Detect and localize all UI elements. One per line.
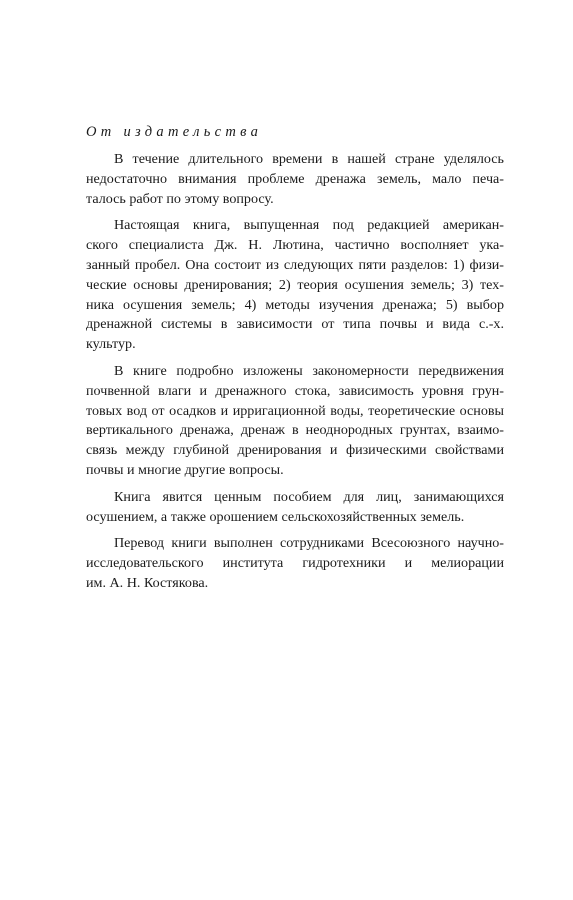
text-line: занный пробел. Она состоит из следующих пяти разделов: 1) физи- — [86, 256, 504, 273]
text-line: недостаточно внимания проблеме дренажа земель, мало печа- — [86, 170, 504, 187]
text-line: Перевод книги выполнен сотрудниками Всесоюзного научно- — [114, 535, 504, 552]
text-line: культур. — [86, 336, 136, 353]
text-line: почвенной влаги и дренажного стока, зависимость уровня грун- — [86, 382, 504, 399]
text-line: Настоящая книга, выпущенная под редакцией американ- — [114, 217, 504, 234]
text-line: В книге подробно изложены закономерности передвижения — [114, 362, 504, 379]
body-text — [86, 150, 504, 594]
paragraph-topics — [86, 362, 504, 481]
text-line: дренажной системы в зависимости от типа почвы и вида с.-х. — [86, 316, 504, 333]
text-line: им. А. Н. Костякова. — [86, 574, 209, 591]
section-heading: От издательства — [86, 124, 263, 140]
text-line: связь между глубиной дренирования и физическими свойствами — [86, 442, 504, 459]
text-line: вертикального дренажа, дренаж в неоднородных грунтах, взаимо- — [86, 422, 504, 439]
text-line: талось работ по этому вопросу. — [86, 190, 274, 207]
text-line: Книга явится ценным пособием для лиц, занимающихся — [114, 488, 504, 505]
text-line: ника осушения земель; 4) методы изучения дренажа; 5) выбор — [86, 296, 504, 313]
text-line: исследовательского института гидротехники и мелиорации — [86, 555, 504, 572]
paragraph-book-contents — [86, 216, 504, 355]
paragraph-intro — [86, 150, 504, 209]
text-line: товых вод от осадков и ирригационной воды, теоретические основы — [86, 402, 504, 419]
text-line: почвы и многие другие вопросы. — [86, 461, 284, 478]
text-line: В течение длительного времени в нашей стране уделялось — [114, 151, 504, 167]
text-line: ского специалиста Дж. Н. Лютина, частично восполняет ука- — [86, 237, 504, 254]
text-line: ческие основы дренирования; 2) теория осушения земель; 3) тех- — [86, 276, 504, 293]
paragraph-translation-credit — [86, 534, 504, 593]
text-line: осушением, а также орошением сельскохозяйственных земель. — [86, 508, 465, 525]
paragraph-audience — [86, 488, 504, 528]
